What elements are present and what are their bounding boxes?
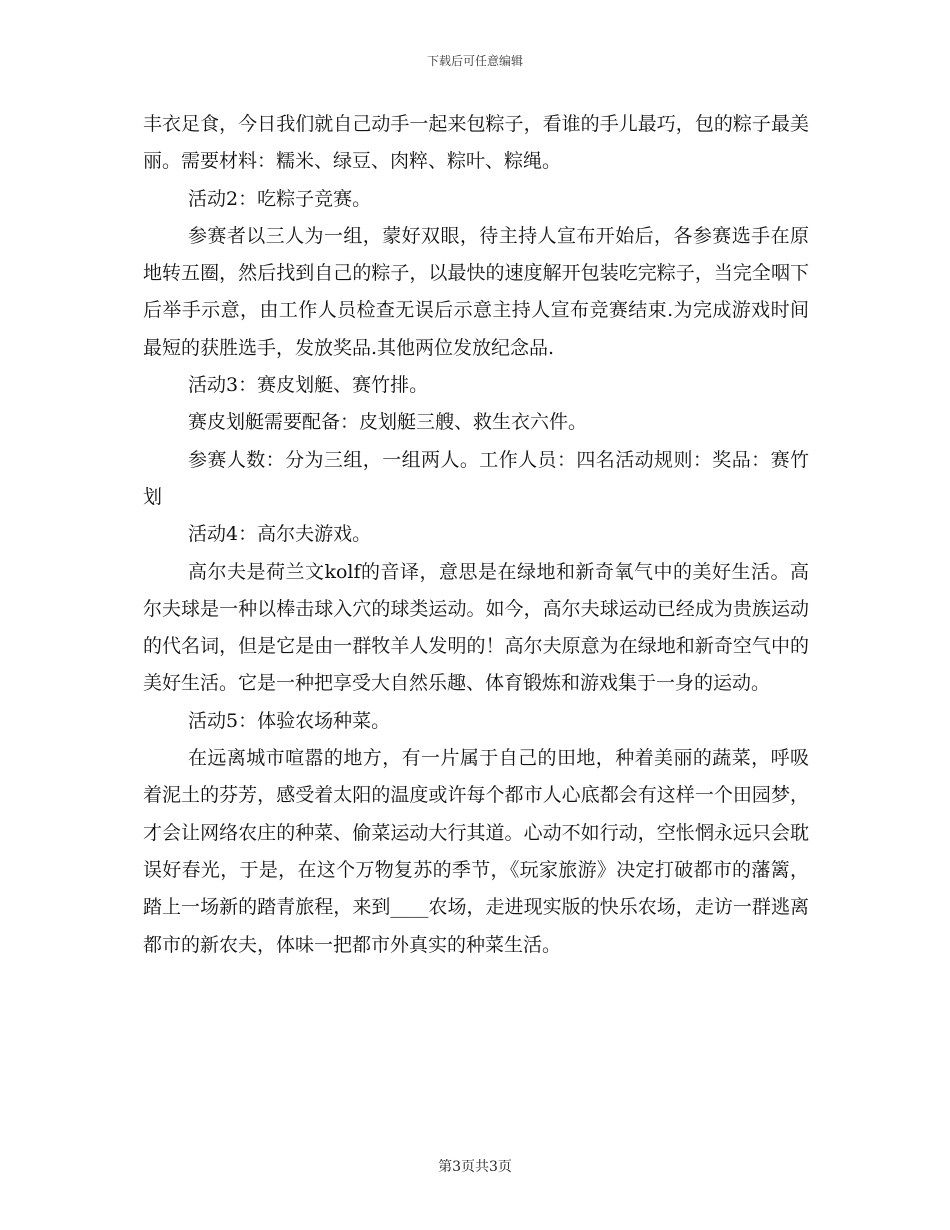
paragraph-7: 活动4：高尔夫游戏。 <box>188 523 372 546</box>
document-body <box>143 106 809 964</box>
page-footer: 第3页共3页 <box>438 1159 512 1175</box>
paragraph-6: 参赛人数：分为三组，一组两人。工作人员：四名活动规则：奖品：赛竹划 <box>143 448 809 508</box>
paragraph-2: 活动2：吃粽子竞赛。 <box>188 187 372 210</box>
paragraph-10: 在远离城市喧嚣的地方，有一片属于自己的田地，种着美丽的蔬菜，呼吸着泥土的芬芳，感受着太阳的温度或许每个都市人心底都会有这样一个田园梦，才会让网络农庄的种菜、偷菜运动大行其道。心动不如行动，空怅惘永远只会耽误好春光，于是，在这个万物复苏的季节，《玩家旅游》决定打破都市的藩篱，踏上一场新的踏青旅程，来到____农场，走进现实版的快乐农场，走访一群逃离都市的新农夫，体味一把都市外真实的种菜生活。 <box>143 747 809 956</box>
paragraph-3: 参赛者以三人为一组，蒙好双眼，待主持人宣布开始后，各参赛选手在原地转五圈，然后找到自己的粽子，以最快的速度解开包装吃完粽子，当完全咽下后举手示意，由工作人员检查无误后示意主持人宣布竞赛结束.为完成游戏时间最短的获胜选手，发放奖品.其他两位发放纪念品. <box>143 224 809 359</box>
paragraph-5: 赛皮划艇需要配备：皮划艇三艘、救生衣六件。 <box>188 411 588 434</box>
paragraph-4: 活动3：赛皮划艇、赛竹排。 <box>188 374 429 397</box>
paragraph-9: 活动5：体验农场种菜。 <box>188 709 391 732</box>
paragraph-1: 丰衣足食，今日我们就自己动手一起来包粽子，看谁的手儿最巧，包的粽子最美丽。需要材料：糯米、绿豆、肉粹、粽叶、粽绳。 <box>143 113 809 173</box>
paragraph-8: 高尔夫是荷兰文kolf的音译，意思是在绿地和新奇氧气中的美好生活。高尔夫球是一种以棒击球入穴的球类运动。如今，高尔夫球运动已经成为贵族运动的代名词，但是它是由一群牧羊人发明的！高尔夫原意为在绿地和新奇空气中的美好生活。它是一种把享受大自然乐趣、体育锻炼和游戏集于一身的运动。 <box>143 560 809 695</box>
page-header: 下载后可任意编辑 <box>426 54 523 68</box>
